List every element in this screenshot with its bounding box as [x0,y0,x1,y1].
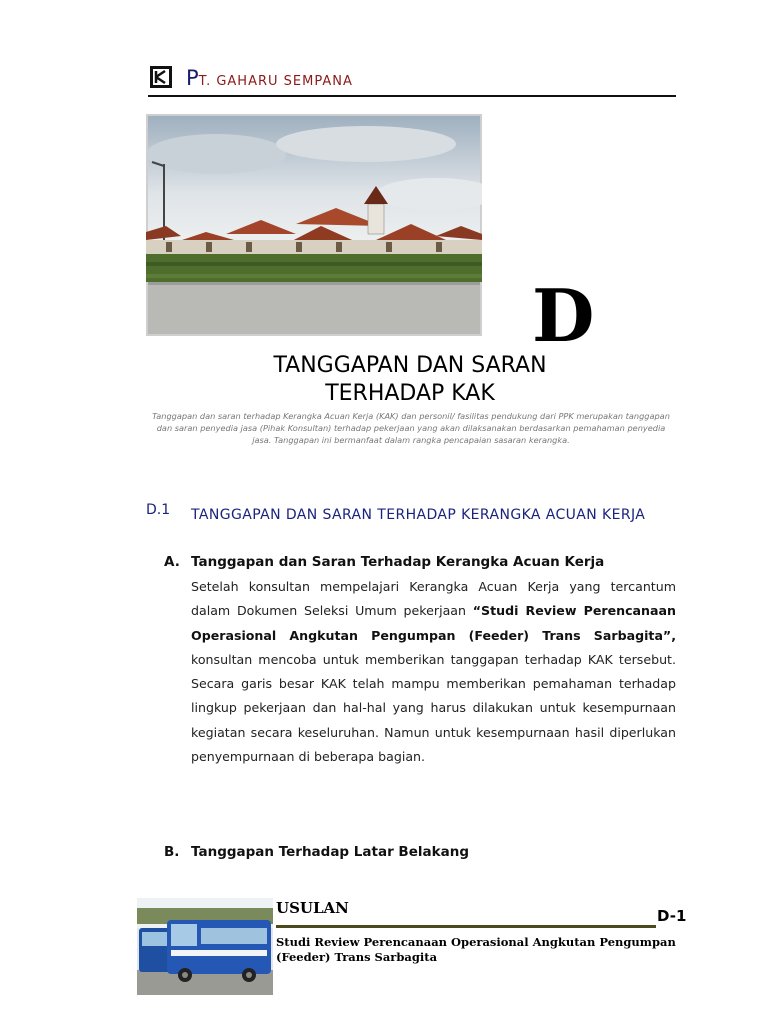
bus-photo [137,898,273,995]
chapter-title-line-1: TANGGAPAN DAN SARAN [273,353,547,378]
footer-rule [276,925,656,928]
paragraph-text-after: konsultan mencoba untuk memberikan tanggapan terhadap KAK tersebut. Secara garis besar KAK telah mampu memberikan pemahaman terhadap lingkup pekerjaan dan hal-hal yang harus dilakukan untuk kesempurnaan kegiatan secara keseluruhan. Namun untuk kesempurnaan hasil diperlukan penyempurnaan di beberapa bagian. [191,651,676,765]
header-rule [148,95,676,97]
subsection-a-letter: A. [164,554,180,570]
section-title: TANGGAPAN DAN SARAN TERHADAP KERANGKA ACUAN KERJA [191,507,646,523]
subsection-b-title: Tanggapan Terhadap Latar Belakang [191,844,469,860]
subsection-b-letter: B. [164,844,180,860]
footer-project-title: Studi Review Perencanaan Operasional Angkutan Pengumpan (Feeder) Trans Sarbagita [276,935,676,964]
subsection-a-paragraph [191,575,676,769]
paragraph-text-before: Setelah konsultan mempelajari Kerangka Acuan Kerja yang tercantum dalam Dokumen Seleksi Umum pekerjaan [191,579,676,619]
chapter-letter: D [532,273,595,358]
subsection-a-title: Tanggapan dan Saran Terhadap Kerangka Acuan Kerja [191,554,605,570]
chapter-subtitle: Tanggapan dan saran terhadap Kerangka Acuan Kerja (KAK) dan personil/ fasilitas pendukung dari PPK merupakan tanggapan dan saran penyedia jasa (Pihak Konsultan) terhadap pekerjaan yang akan dilaksanakan berdasarkan pemahaman penyedia jasa. Tanggapan ini bermanfaat dalam rangka pencapaian sasaran kerangka. [152,411,670,445]
footer-label: USULAN [276,899,349,917]
company-logo [150,66,172,88]
company-name [186,66,353,90]
chapter-title-line-2: TERHADAP KAK [325,381,495,406]
chapter-title [200,352,620,408]
page-number: D-1 [657,907,687,925]
paragraph-project-name: “Studi Review Perencanaan Operasional Angkutan Pengumpan (Feeder) Trans Sarbagita”, [191,603,676,643]
building-photo [146,114,482,336]
company-initial: P [186,66,199,90]
section-number: D.1 [146,502,171,518]
company-name-rest: T. GAHARU SEMPANA [198,74,353,89]
